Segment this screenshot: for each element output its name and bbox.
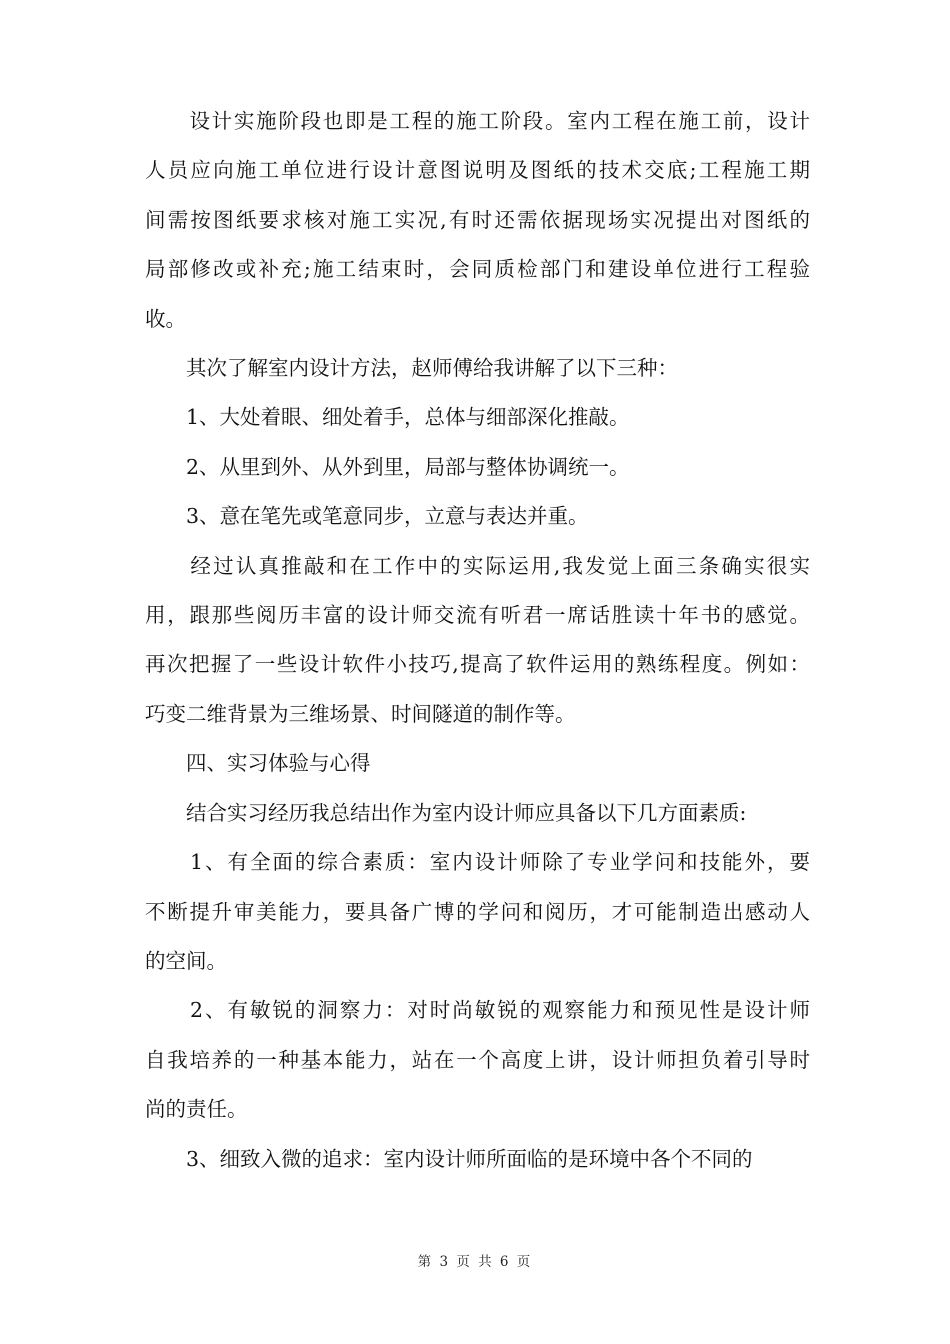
paragraph-p10	[145, 986, 810, 1134]
text-line: 巧变二维背景为三维场景、时间隧道的制作等。	[145, 701, 576, 726]
text-line: 经过认真推敲和在工作中的实际运用,我发觉上面三条确实很实	[145, 553, 810, 578]
paragraph-p11	[145, 1135, 810, 1184]
text-line: 设计实施阶段也即是工程的施工阶段。室内工程在施工前，设计	[145, 109, 810, 133]
text-line: 人员应向施工单位进行设计意图说明及图纸的技术交底;工程施工期	[145, 158, 810, 183]
text-line: 3、细致入微的追求：室内设计师所面临的是环境中各个不同的	[145, 1146, 753, 1171]
text-line: 再次把握了一些设计软件小技巧,提高了软件运用的熟练程度。例如：	[145, 652, 810, 677]
text-line: 3、意在笔先或笔意同步，立意与表达并重。	[145, 504, 589, 529]
text-line: 间需按图纸要求核对施工实况,有时还需依据现场实况提出对图纸的	[145, 207, 810, 232]
text-line: 用，跟那些阅历丰富的设计师交流有听君一席话胜读十年书的感觉。	[145, 603, 810, 628]
text-line: 四、实习体验与心得	[145, 751, 371, 776]
text-line: 的空间。	[145, 948, 227, 973]
text-line: 2、从里到外、从外到里，局部与整体协调统一。	[145, 454, 630, 479]
paragraph-p8	[145, 789, 810, 838]
text-line: 尚的责任。	[145, 1097, 248, 1122]
text-line: 不断提升审美能力，要具备广博的学问和阅历，才可能制造出感动人	[145, 899, 810, 924]
text-line: 结合实习经历我总结出作为室内设计师应具备以下几方面素质:	[145, 800, 747, 825]
text-line: 1、大处着眼、细处着手，总体与细部深化推敲。	[145, 405, 630, 430]
document-body	[145, 97, 810, 1184]
text-line: 2、有敏锐的洞察力：对时尚敏锐的观察能力和预见性是设计师	[145, 998, 810, 1023]
paragraph-p5	[145, 492, 810, 541]
paragraph-p3	[145, 393, 810, 442]
paragraph-p6	[145, 542, 810, 740]
paragraph-p1	[145, 97, 810, 344]
paragraph-p4	[145, 443, 810, 492]
paragraph-p9	[145, 838, 810, 986]
text-line: 自我培养的一种基本能力，站在一个高度上讲，设计师担负着引导时	[145, 1047, 810, 1072]
paragraph-p7	[145, 739, 810, 788]
text-line: 其次了解室内设计方法，赵师傅给我讲解了以下三种：	[145, 356, 678, 381]
text-line: 1、有全面的综合素质：室内设计师除了专业学问和技能外，要	[145, 850, 810, 875]
text-line: 收。	[145, 306, 186, 331]
paragraph-p2	[145, 344, 810, 393]
text-line: 局部修改或补充;施工结束时，会同质检部门和建设单位进行工程验	[145, 257, 810, 282]
page-number-footer: 第 3 页 共 6 页	[417, 1254, 533, 1270]
